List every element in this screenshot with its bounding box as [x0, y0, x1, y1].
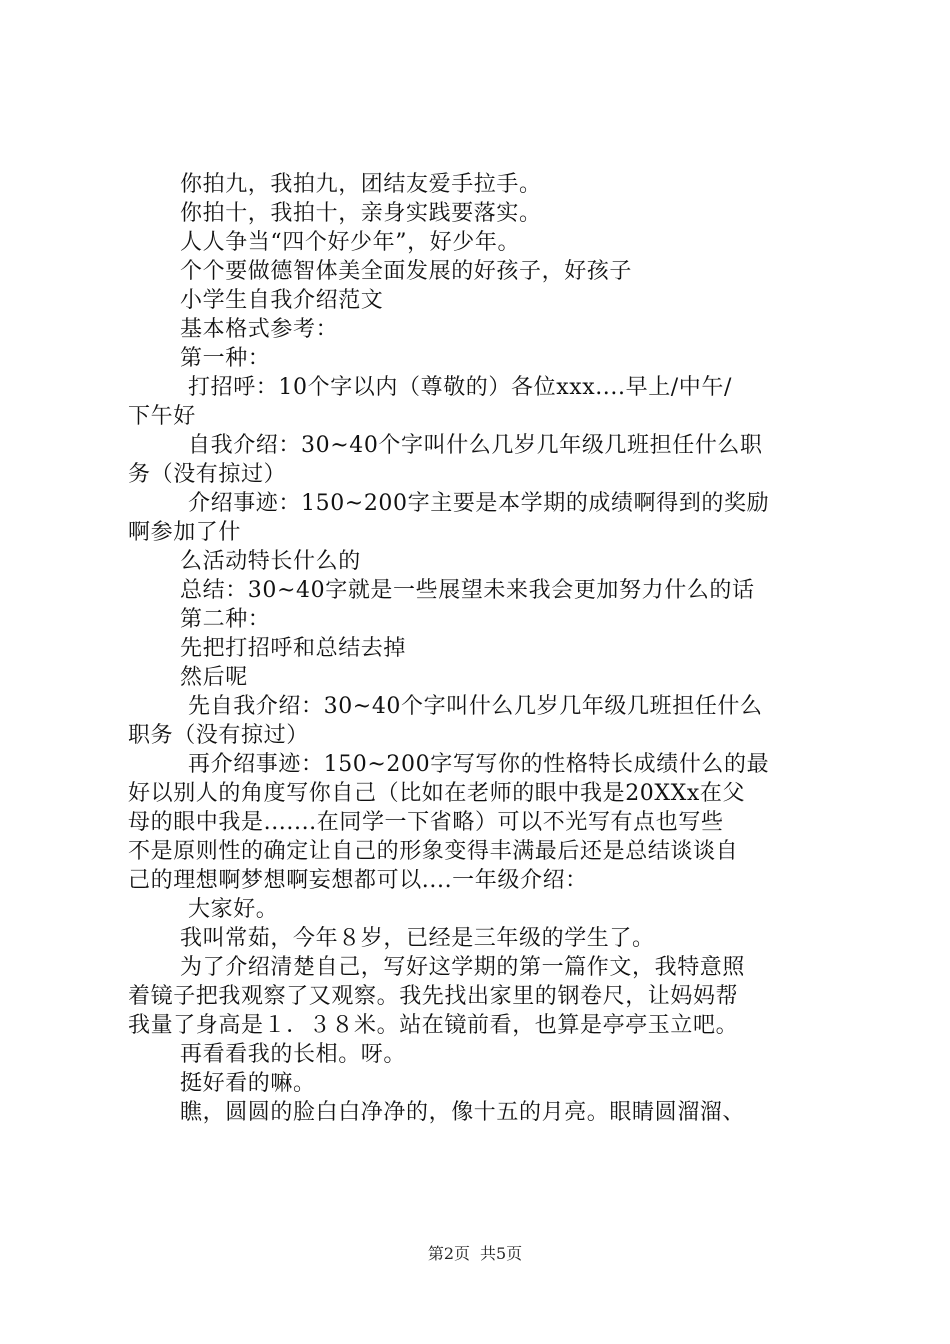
text-line: 基本格式参考： — [180, 317, 339, 342]
text-line: 先自我介绍：30~40个字叫什么几岁几年级几班担任什么 — [188, 694, 763, 719]
text-line: 第二种： — [180, 607, 271, 632]
text-line: 总结：30~40字就是一些展望未来我会更加努力什么的话 — [180, 578, 755, 603]
text-line: 啊参加了什 — [128, 520, 242, 545]
text-line: 然后呢 — [180, 665, 248, 690]
page-number: 第2页 — [427, 1244, 470, 1263]
page-footer — [0, 1244, 950, 1264]
text-line: 着镜子把我观察了又观察。我先找出家里的钢卷尺，让妈妈帮 — [128, 984, 739, 1009]
text-line: 好以别人的角度写你自己（比如在老师的眼中我是20XXx在父 — [128, 781, 746, 806]
text-line: 我叫常茹，今年８岁，已经是三年级的学生了。 — [180, 926, 655, 951]
text-line: 己的理想啊梦想啊妄想都可以....一年级介绍： — [128, 868, 588, 893]
page-total: 共5页 — [480, 1244, 523, 1263]
text-line: 我量了身高是１．３８米。站在镜前看，也算是亭亭玉立吧。 — [128, 1013, 739, 1038]
text-line: 介绍事迹：150~200字主要是本学期的成绩啊得到的奖励 — [188, 491, 770, 516]
text-line: 小学生自我介绍范文 — [180, 288, 384, 313]
text-line: 么活动特长什么的 — [180, 549, 361, 574]
text-line: 不是原则性的确定让自己的形象变得丰满最后还是总结谈谈自 — [128, 839, 739, 864]
text-line: 个个要做德智体美全面发展的好孩子，好孩子 — [180, 259, 633, 284]
text-line: 母的眼中我是.......在同学一下省略）可以不光写有点也写些 — [128, 810, 724, 835]
text-line: 大家好。 — [188, 897, 279, 922]
text-line: 职务（没有掠过） — [128, 723, 309, 748]
text-line: 你拍十，我拍十，亲身实践要落实。 — [180, 201, 542, 226]
text-line: 自我介绍：30~40个字叫什么几岁几年级几班担任什么职 — [188, 433, 763, 458]
text-line: 为了介绍清楚自己，写好这学期的第一篇作文，我特意照 — [180, 955, 746, 980]
text-line: 瞧，圆圆的脸白白净净的，像十五的月亮。眼睛圆溜溜、 — [180, 1100, 746, 1125]
text-line: 你拍九，我拍九，团结友爱手拉手。 — [180, 172, 542, 197]
text-line: 人人争当“四个好少年”，好少年。 — [180, 230, 521, 255]
text-line: 第一种： — [180, 346, 271, 371]
body-text — [128, 170, 830, 1127]
text-line: 打招呼：10个字以内（尊敬的）各位xxx....早上/中午/ — [188, 375, 733, 400]
text-line: 下午好 — [128, 404, 196, 429]
text-line: 再介绍事迹：150~200字写写你的性格特长成绩什么的最 — [188, 752, 770, 777]
text-line: 务（没有掠过） — [128, 462, 287, 487]
text-line: 先把打招呼和总结去掉 — [180, 636, 407, 661]
text-line: 挺好看的嘛。 — [180, 1071, 316, 1096]
text-line: 再看看我的长相。呀。 — [180, 1042, 407, 1067]
